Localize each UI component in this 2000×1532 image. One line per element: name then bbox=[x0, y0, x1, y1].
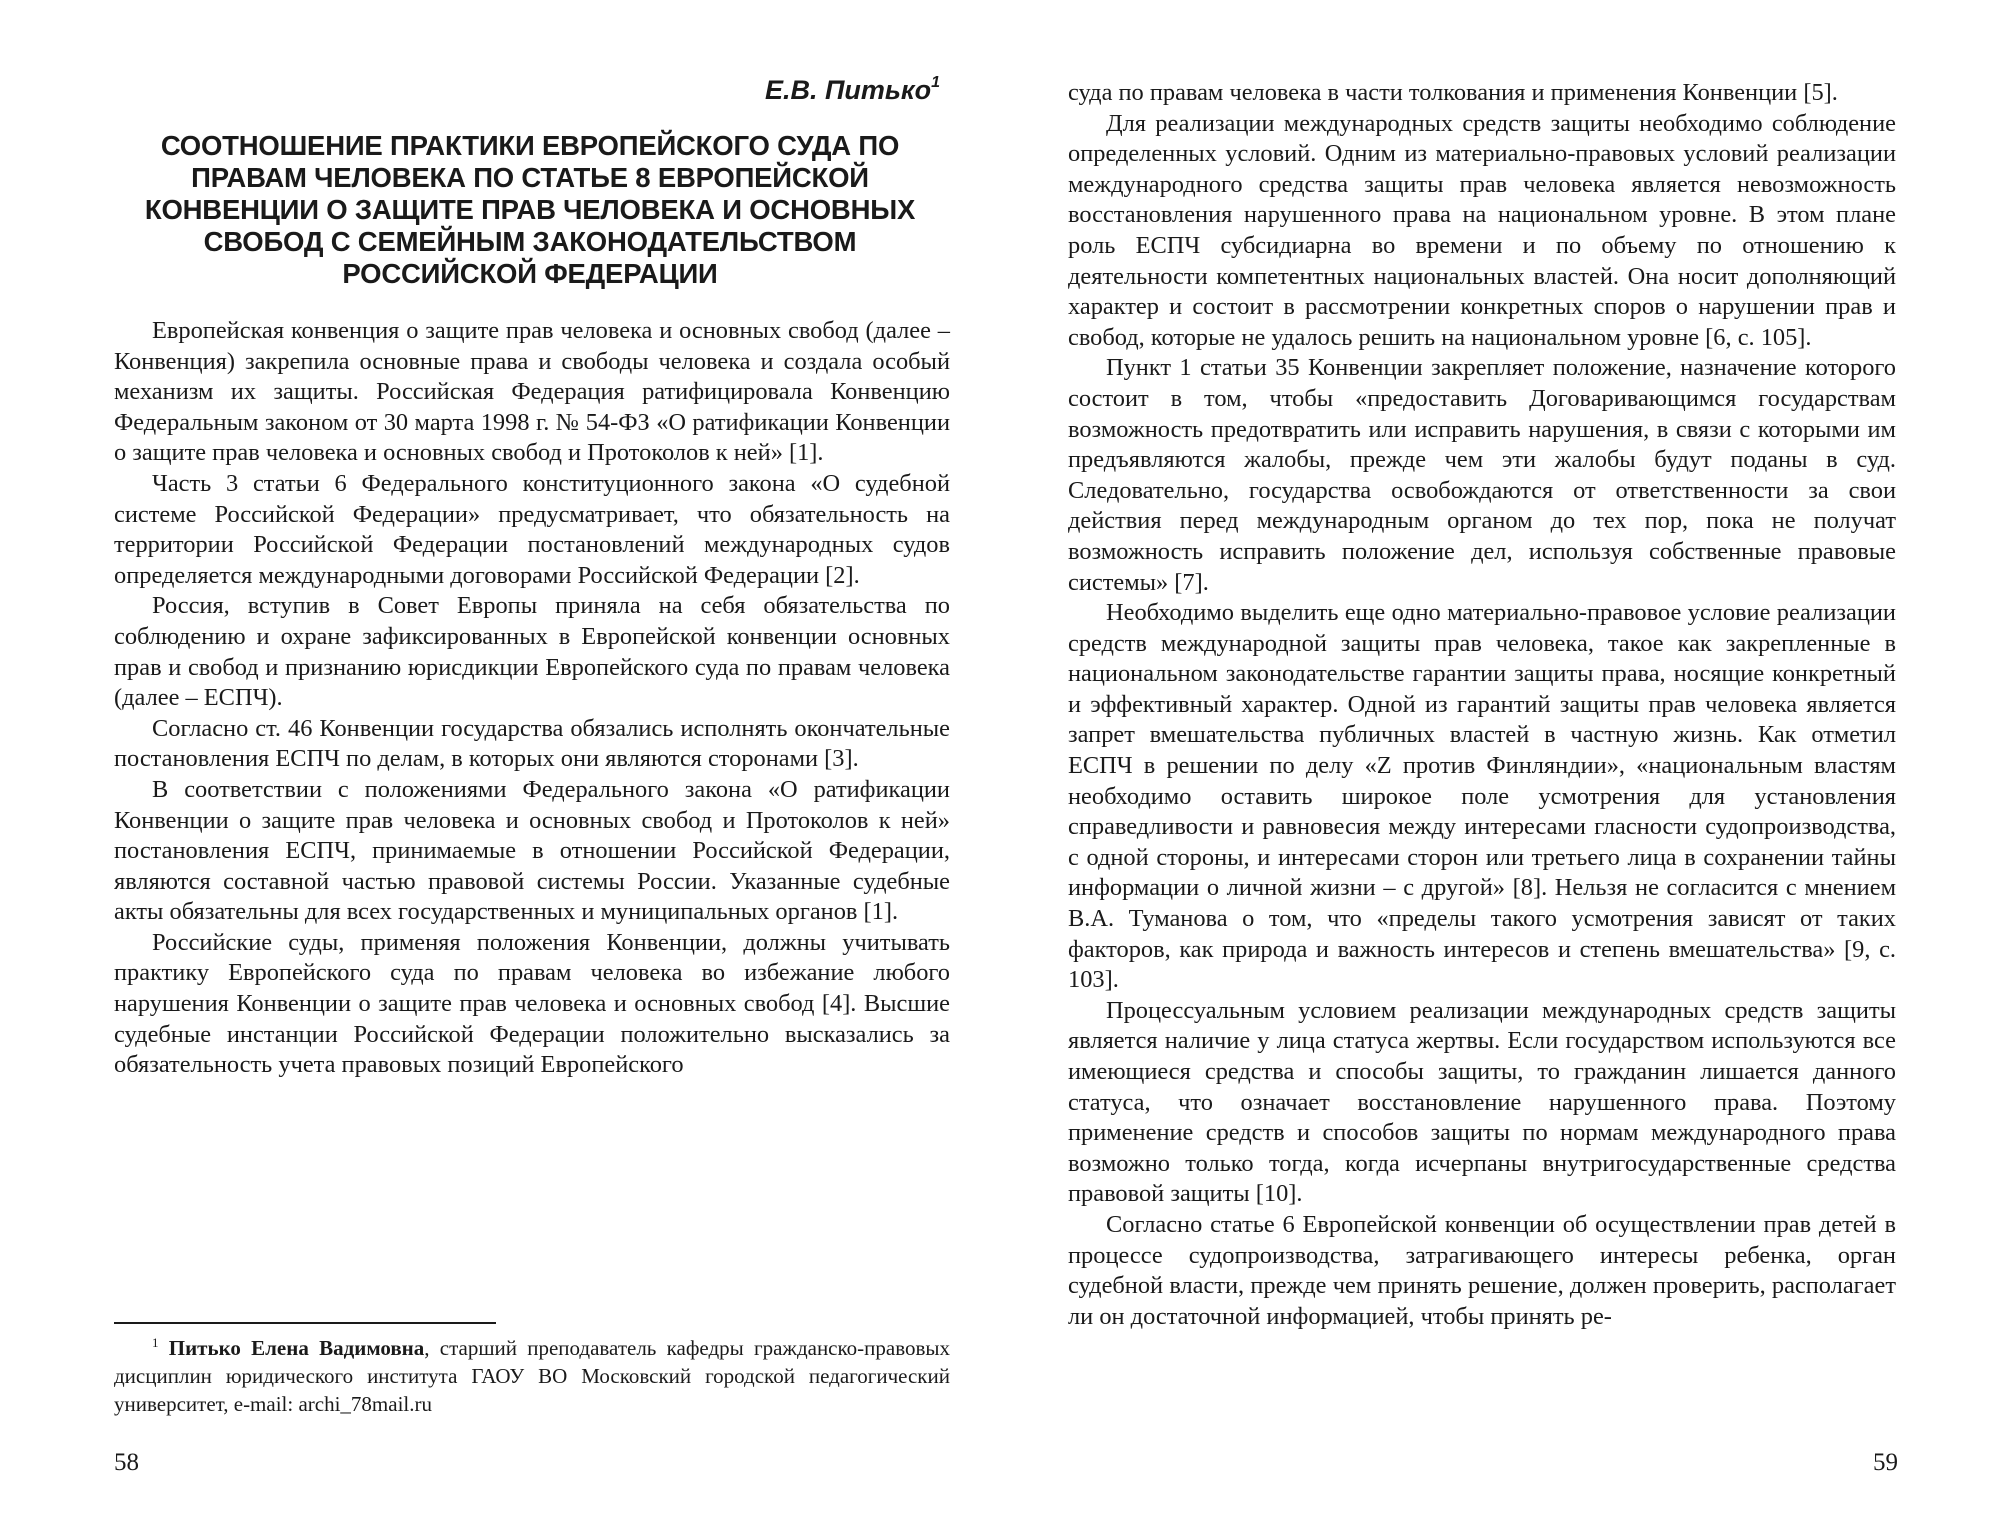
footnote-text: , старший преподаватель кафедры гражданско-правовых дисциплин юридического института ГАОУ ВО Московский городской педагогический университет, e-mail: archi_78mail.ru bbox=[114, 1336, 950, 1416]
paragraph: Процессуальным условием реализации международных средств защиты является наличие у лица статуса жертвы. Если государством используются все имеющиеся средства и способы защиты, то гражданин лишается данного статуса, что означает восстановление нарушенного права. Поэтому применение средств и способов защиты по нормам международного права возможно только тогда, когда исчерпаны внутригосударственные средства правовой защиты [10]. bbox=[1068, 996, 1896, 1208]
paragraph: Российские суды, применяя положения Конвенции, должны учитывать практику Европейского суда по правам человека во избежание любого нарушения Конвенции о защите прав человека и основных свобод [4]. Высшие судебные инстанции Российской Федерации положительно высказались за обязательность учета правовых позиций Европейского bbox=[114, 928, 950, 1079]
paragraph: Европейская конвенция о защите прав человека и основных свобод (далее – Конвенция) закрепила основные права и свободы человека и создала особый механизм их защиты. Российская Федерация ратифицировала Конвенцию Федеральным законом от 30 марта 1998 г. № 54-ФЗ «О ратификации Конвенции о защите прав человека и основных свобод и Протоколов к ней» [1]. bbox=[114, 317, 950, 467]
footnote-separator bbox=[114, 1322, 496, 1324]
paragraph: Часть 3 статьи 6 Федерального конституционного закона «О судебной системе Российской Федерации» предусматривает, что обязательность на территории Российской Федерации постановлений международных судов определяется международными договорами Российской Федерации [2]. bbox=[114, 469, 950, 589]
page-number-left: 58 bbox=[114, 1449, 139, 1476]
title-line: КОНВЕНЦИИ О ЗАЩИТЕ ПРАВ ЧЕЛОВЕКА И ОСНОВНЫХ bbox=[144, 194, 916, 225]
right-page bbox=[1000, 0, 2000, 1532]
paragraph: Необходимо выделить еще одно материально-правовое условие реализации средств международной защиты прав человека, такое как закрепленные в национальном законодательстве гарантии защиты права, носящие конкретный и эффективный характер. Одной из гарантий защиты прав человека является запрет вмешательства публичных властей в частную жизнь. Как отметил ЕСПЧ в решении по делу «Z против Финляндии», «национальным властям необходимо оставить широкое поле усмотрения для установления справедливости и равновесия между интересами гласности судопроизводства, с одной стороны, и интересами сторон или третьего лица в сохранении тайны информации о личной жизни – с другой» [8]. Нельзя не согласится с мнением В.А. Туманова о том, что «пределы такого усмотрения зависят от таких факторов, как природа и важность интересов и степень вмешательства» [9, с. 103]. bbox=[1068, 599, 1896, 994]
footnote-author-name: Питько Елена Вадимовна bbox=[168, 1336, 425, 1360]
footnote bbox=[114, 1334, 950, 1418]
paragraph: Россия, вступив в Совет Европы приняла на себя обязательства по соблюдению и охране зафиксированных в Европейской конвенции основных прав и свобод и признанию юрисдикции Европейского суда по правам человека (далее – ЕСПЧ). bbox=[114, 592, 950, 712]
author-name bbox=[114, 72, 940, 108]
title-line: ПРАВАМ ЧЕЛОВЕКА ПО СТАТЬЕ 8 ЕВРОПЕЙСКОЙ bbox=[191, 162, 869, 193]
article-title bbox=[120, 130, 940, 290]
continued-paragraph: суда по правам человека в части толкования и применения Конвенции [5]. bbox=[1068, 79, 1838, 106]
author-footnote-mark: 1 bbox=[931, 74, 940, 91]
left-body-text bbox=[114, 316, 950, 1081]
paragraph: Для реализации международных средств защиты необходимо соблюдение определенных условий. Одним из материально-правовых условий реализации международного средства защиты прав человека является невозможность восстановления нарушенного права на национальном уровне. В этом плане роль ЕСПЧ субсидиарна во времени и по объему по отношению к деятельности компетентных национальных властей. Она носит дополняющий характер и состоит в рассмотрении конкретных споров о нарушении прав и свобод, которые не удалось решить на национальном уровне [6, с. 105]. bbox=[1068, 109, 1896, 351]
page-number-right: 59 bbox=[1873, 1449, 1898, 1476]
paragraph: В соответствии с положениями Федерального закона «О ратификации Конвенции о защите прав человека и основных свобод и Протоколов к ней» постановления ЕСПЧ, принимаемые в отношении Российской Федерации, являются составной частью правовой системы России. Указанные судебные акты обязательны для всех государственных и муниципальных органов [1]. bbox=[114, 775, 950, 926]
author-name-text: Е.В. Питько bbox=[764, 75, 932, 105]
paragraph: Согласно статье 6 Европейской конвенции об осуществлении прав детей в процессе судопроизводства, затрагивающего интересы ребенка, орган судебной власти, прежде чем принять решение, должен проверить, располагает ли он достаточной информацией, чтобы принять ре- bbox=[1068, 1210, 1896, 1330]
title-line: СООТНОШЕНИЕ ПРАКТИКИ ЕВРОПЕЙСКОГО СУДА ПО bbox=[160, 130, 900, 161]
footnote-mark: 1 bbox=[152, 1335, 159, 1350]
title-line: СВОБОД С СЕМЕЙНЫМ ЗАКОНОДАТЕЛЬСТВОМ bbox=[203, 226, 857, 257]
title-line: РОССИЙСКОЙ ФЕДЕРАЦИИ bbox=[342, 258, 718, 289]
right-body-text bbox=[1068, 78, 1896, 1332]
paragraph: Согласно ст. 46 Конвенции государства обязались исполнять окончательные постановления ЕСПЧ по делам, в которых они являются сторонами [3]. bbox=[114, 714, 950, 773]
paragraph: Пункт 1 статьи 35 Конвенции закрепляет положение, назначение которого состоит в том, чтобы «предоставить Договаривающимся государствам возможность предотвратить или исправить нарушения, в связи с которыми им предъявляются жалобы, прежде чем эти жалобы будут поданы в суд. Следовательно, государства освобождаются от ответственности за свои действия перед международным органом до тех пор, пока не получат возможность исправить положение дел, используя собственные правовые системы» [7]. bbox=[1068, 354, 1896, 596]
